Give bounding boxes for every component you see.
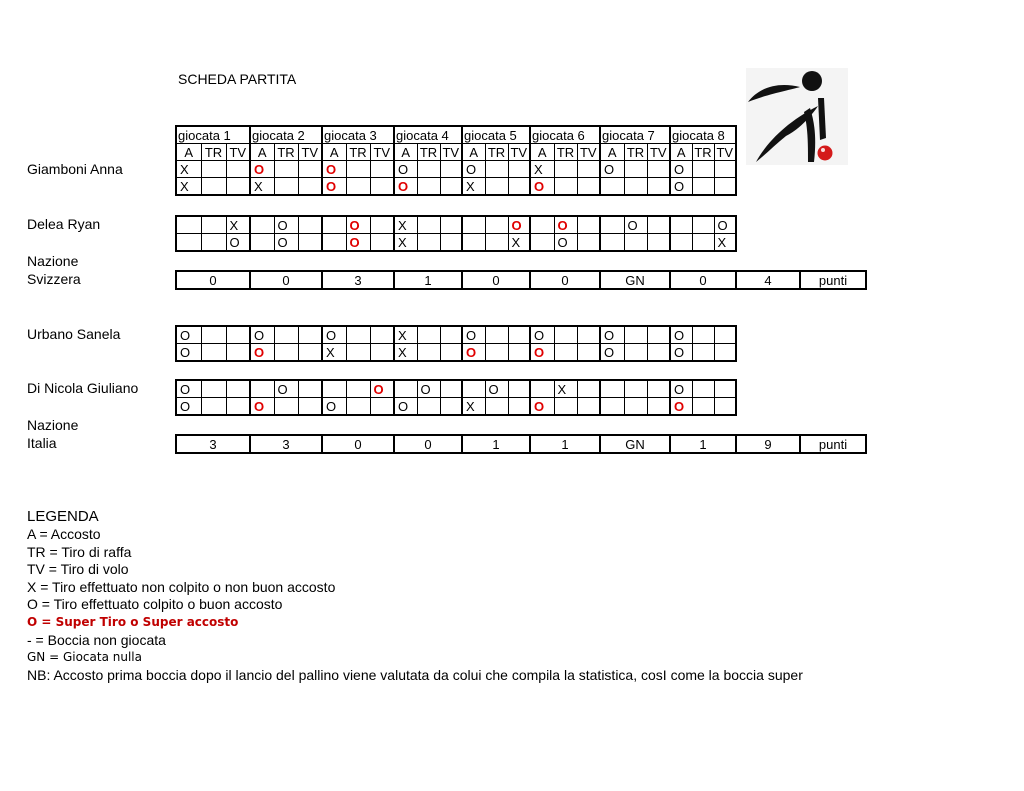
shot-cell xyxy=(440,326,462,344)
score-table xyxy=(175,434,867,454)
shot-cell: X xyxy=(508,234,530,252)
shot-cell xyxy=(440,161,462,178)
shot-cell xyxy=(647,326,670,344)
shot-cell: O xyxy=(370,380,394,398)
shot-cell xyxy=(298,161,322,178)
shot-grid xyxy=(175,125,737,196)
shot-cell xyxy=(577,234,600,252)
shot-cell: O xyxy=(624,216,647,234)
shot-type-header: A xyxy=(394,144,417,161)
score-cell: 0 xyxy=(322,435,394,453)
score-cell: 3 xyxy=(250,435,322,453)
shot-cell xyxy=(201,178,226,196)
shot-cell: X xyxy=(394,326,417,344)
legend-line: A = Accosto xyxy=(27,526,101,542)
shot-cell: O xyxy=(670,326,692,344)
shot-grid xyxy=(175,379,737,416)
shot-cell xyxy=(554,344,577,362)
shot-cell xyxy=(226,398,250,416)
shot-type-header: TV xyxy=(577,144,600,161)
shot-cell xyxy=(554,161,577,178)
shot-type-header: TR xyxy=(692,144,714,161)
shot-cell xyxy=(274,398,298,416)
shot-cell xyxy=(250,216,274,234)
shot-cell xyxy=(201,326,226,344)
shot-cell: X xyxy=(322,344,346,362)
legend xyxy=(27,508,803,684)
shot-cell: O xyxy=(600,344,624,362)
shot-cell: O xyxy=(322,178,346,196)
shot-cell: O xyxy=(554,216,577,234)
score-cell: 3 xyxy=(322,271,394,289)
shot-cell xyxy=(577,161,600,178)
shot-cell xyxy=(485,326,508,344)
giocata-header: giocata 3 xyxy=(322,126,394,144)
shot-cell: X xyxy=(462,398,485,416)
shot-type-header: A xyxy=(600,144,624,161)
shot-cell xyxy=(274,161,298,178)
shot-cell: O xyxy=(394,178,417,196)
shot-cell xyxy=(577,344,600,362)
score-cell: 1 xyxy=(530,435,600,453)
shot-cell xyxy=(370,216,394,234)
shot-cell xyxy=(346,380,370,398)
shot-cell xyxy=(692,234,714,252)
shot-cell xyxy=(624,344,647,362)
shot-cell: O xyxy=(670,344,692,362)
score-cell: 0 xyxy=(394,435,462,453)
shot-cell xyxy=(298,344,322,362)
shot-cell xyxy=(298,216,322,234)
shot-cell: X xyxy=(394,344,417,362)
shot-cell: O xyxy=(274,380,298,398)
shot-type-header: TR xyxy=(554,144,577,161)
shot-cell xyxy=(346,161,370,178)
shot-cell xyxy=(201,234,226,252)
shot-cell xyxy=(417,178,440,196)
shot-cell xyxy=(692,344,714,362)
shot-cell xyxy=(485,344,508,362)
giocata-header: giocata 1 xyxy=(176,126,250,144)
shot-cell xyxy=(530,234,554,252)
shot-cell xyxy=(370,326,394,344)
shot-type-header: TV xyxy=(508,144,530,161)
score-cell: 0 xyxy=(462,271,530,289)
shot-cell xyxy=(274,178,298,196)
shot-cell: O xyxy=(394,398,417,416)
shot-cell xyxy=(417,234,440,252)
shot-cell xyxy=(714,161,736,178)
shot-cell xyxy=(600,380,624,398)
shot-cell xyxy=(554,178,577,196)
shot-cell xyxy=(714,326,736,344)
shot-cell xyxy=(322,234,346,252)
shot-cell xyxy=(714,344,736,362)
legend-line: - = Boccia non giocata xyxy=(27,631,166,648)
shot-type-header: TR xyxy=(274,144,298,161)
shot-cell xyxy=(298,178,322,196)
score-cell: 1 xyxy=(394,271,462,289)
shot-cell: O xyxy=(176,326,201,344)
nation-label: Nazione xyxy=(27,417,79,433)
score-cell: 1 xyxy=(670,435,736,453)
shot-cell xyxy=(370,178,394,196)
shot-cell xyxy=(250,380,274,398)
shot-cell xyxy=(274,326,298,344)
shot-cell xyxy=(624,234,647,252)
shot-cell: X xyxy=(250,178,274,196)
shot-cell xyxy=(176,216,201,234)
shot-cell xyxy=(485,234,508,252)
giocata-header: giocata 2 xyxy=(250,126,322,144)
shot-cell xyxy=(577,398,600,416)
shot-cell: X xyxy=(394,234,417,252)
shot-cell xyxy=(485,161,508,178)
shot-cell: O xyxy=(530,178,554,196)
shot-cell xyxy=(298,380,322,398)
shot-cell xyxy=(530,380,554,398)
shot-cell xyxy=(600,216,624,234)
shot-cell xyxy=(226,344,250,362)
shot-cell: O xyxy=(670,178,692,196)
shot-cell xyxy=(714,380,736,398)
shot-cell xyxy=(370,161,394,178)
shot-cell xyxy=(346,326,370,344)
shot-type-header: TR xyxy=(346,144,370,161)
shot-cell: O xyxy=(176,344,201,362)
shot-cell: O xyxy=(670,380,692,398)
shot-cell xyxy=(346,178,370,196)
shot-cell: X xyxy=(394,216,417,234)
giocata-header: giocata 7 xyxy=(600,126,670,144)
shot-cell xyxy=(624,178,647,196)
score-cell: punti xyxy=(800,435,866,453)
shot-cell xyxy=(670,216,692,234)
shot-cell xyxy=(417,344,440,362)
legend-line: TV = Tiro di volo xyxy=(27,561,129,578)
shot-type-header: A xyxy=(670,144,692,161)
shot-cell: O xyxy=(462,326,485,344)
shot-type-header: A xyxy=(322,144,346,161)
score-cell: 0 xyxy=(250,271,322,289)
player-name: Di Nicola Giuliano xyxy=(27,380,139,396)
shot-cell: O xyxy=(714,216,736,234)
legend-super-line: O = Super Tiro o Super accosto xyxy=(27,614,239,629)
shot-type-header: A xyxy=(250,144,274,161)
shot-cell xyxy=(692,216,714,234)
shot-cell xyxy=(692,161,714,178)
shot-cell xyxy=(554,326,577,344)
shot-cell xyxy=(647,178,670,196)
shot-cell xyxy=(692,380,714,398)
player-name: Giamboni Anna xyxy=(27,161,123,177)
shot-cell xyxy=(692,398,714,416)
shot-cell xyxy=(346,344,370,362)
shot-cell xyxy=(624,326,647,344)
shot-type-header: A xyxy=(530,144,554,161)
shot-cell: O xyxy=(176,380,201,398)
shot-cell: X xyxy=(176,161,201,178)
shot-cell: O xyxy=(322,326,346,344)
legend-line: O = Tiro effettuato colpito o buon accosto xyxy=(27,596,283,613)
shot-cell xyxy=(440,216,462,234)
legend-nb-line: NB: Accosto prima boccia dopo il lancio del pallino viene valutata da colui che compila la statistica, cosI come la boccia super xyxy=(27,666,803,683)
shot-cell xyxy=(714,178,736,196)
shot-type-header: TV xyxy=(714,144,736,161)
shot-cell: O xyxy=(530,398,554,416)
shot-cell xyxy=(600,178,624,196)
score-cell: GN xyxy=(600,435,670,453)
shot-cell xyxy=(226,178,250,196)
shot-cell: O xyxy=(346,234,370,252)
shot-cell xyxy=(485,398,508,416)
shot-cell xyxy=(440,178,462,196)
score-cell: 9 xyxy=(736,435,800,453)
shot-type-header: TR xyxy=(417,144,440,161)
nation-name: Italia xyxy=(27,435,57,451)
bocce-player-logo xyxy=(746,68,848,165)
shot-cell xyxy=(298,326,322,344)
shot-cell xyxy=(370,398,394,416)
shot-cell: O xyxy=(226,234,250,252)
shot-cell: O xyxy=(250,398,274,416)
shot-cell: O xyxy=(322,161,346,178)
shot-cell xyxy=(624,380,647,398)
legend-line: X = Tiro effettuato non colpito o non buon accosto xyxy=(27,578,336,595)
legend-line: TR = Tiro di raffa xyxy=(27,543,132,560)
shot-cell: X xyxy=(530,161,554,178)
shot-cell xyxy=(647,344,670,362)
giocata-header: giocata 5 xyxy=(462,126,530,144)
score-cell: 4 xyxy=(736,271,800,289)
shot-cell xyxy=(485,178,508,196)
shot-cell xyxy=(485,216,508,234)
shot-grid xyxy=(175,215,737,252)
shot-cell: X xyxy=(714,234,736,252)
shot-cell xyxy=(600,398,624,416)
shot-cell xyxy=(647,216,670,234)
shot-cell xyxy=(394,380,417,398)
shot-cell xyxy=(692,178,714,196)
shot-cell: O xyxy=(670,161,692,178)
nation-name: Svizzera xyxy=(27,271,81,287)
shot-cell: O xyxy=(530,326,554,344)
shot-cell xyxy=(274,344,298,362)
shot-cell xyxy=(624,398,647,416)
giocata-header: giocata 8 xyxy=(670,126,736,144)
shot-cell: O xyxy=(554,234,577,252)
shot-type-header: TR xyxy=(624,144,647,161)
shot-cell xyxy=(508,326,530,344)
shot-cell xyxy=(577,216,600,234)
shot-cell xyxy=(417,161,440,178)
shot-cell xyxy=(226,380,250,398)
shot-cell xyxy=(508,344,530,362)
shot-cell xyxy=(462,216,485,234)
shot-type-header: A xyxy=(462,144,485,161)
shot-cell xyxy=(508,380,530,398)
shot-cell xyxy=(624,161,647,178)
shot-cell: O xyxy=(417,380,440,398)
shot-type-header: TR xyxy=(201,144,226,161)
shot-cell: X xyxy=(226,216,250,234)
shot-cell xyxy=(298,234,322,252)
shot-cell xyxy=(462,234,485,252)
giocata-header: giocata 6 xyxy=(530,126,600,144)
shot-cell xyxy=(577,380,600,398)
bocce-player-icon xyxy=(746,68,848,165)
legend-title: LEGENDA xyxy=(27,508,99,525)
shot-cell xyxy=(462,380,485,398)
shot-cell xyxy=(508,161,530,178)
shot-cell: O xyxy=(600,161,624,178)
shot-cell xyxy=(201,344,226,362)
shot-cell: O xyxy=(462,161,485,178)
shot-cell xyxy=(417,216,440,234)
score-cell: 0 xyxy=(176,271,250,289)
page-title: SCHEDA PARTITA xyxy=(178,71,297,87)
shot-cell xyxy=(714,398,736,416)
shot-grid xyxy=(175,325,737,362)
shot-cell: X xyxy=(462,178,485,196)
shot-cell: O xyxy=(322,398,346,416)
shot-type-header: TV xyxy=(298,144,322,161)
shot-cell: O xyxy=(250,344,274,362)
shot-type-header: TV xyxy=(370,144,394,161)
score-cell: 0 xyxy=(530,271,600,289)
shot-cell xyxy=(670,234,692,252)
shot-type-header: TV xyxy=(440,144,462,161)
shot-cell: O xyxy=(346,216,370,234)
score-cell: 0 xyxy=(670,271,736,289)
shot-cell xyxy=(647,380,670,398)
shot-cell: O xyxy=(600,326,624,344)
shot-type-header: A xyxy=(176,144,201,161)
nation-label: Nazione xyxy=(27,253,79,269)
shot-cell xyxy=(226,161,250,178)
shot-cell xyxy=(554,398,577,416)
shot-cell xyxy=(176,234,201,252)
player-name: Delea Ryan xyxy=(27,216,101,232)
shot-cell xyxy=(417,326,440,344)
shot-cell xyxy=(417,398,440,416)
shot-cell xyxy=(370,344,394,362)
shot-cell xyxy=(692,326,714,344)
score-cell: 1 xyxy=(462,435,530,453)
shot-cell xyxy=(201,380,226,398)
shot-cell xyxy=(530,216,554,234)
shot-type-header: TV xyxy=(647,144,670,161)
shot-cell xyxy=(322,216,346,234)
score-cell: 3 xyxy=(176,435,250,453)
shot-cell: O xyxy=(274,234,298,252)
score-table xyxy=(175,270,867,290)
score-cell: GN xyxy=(600,271,670,289)
shot-cell: X xyxy=(176,178,201,196)
shot-cell: O xyxy=(394,161,417,178)
shot-cell xyxy=(577,178,600,196)
shot-cell xyxy=(440,344,462,362)
shot-cell xyxy=(201,216,226,234)
shot-cell: O xyxy=(485,380,508,398)
score-cell: punti xyxy=(800,271,866,289)
shot-cell xyxy=(201,398,226,416)
shot-cell xyxy=(600,234,624,252)
shot-cell xyxy=(370,234,394,252)
shot-cell xyxy=(508,178,530,196)
shot-cell xyxy=(647,161,670,178)
shot-cell xyxy=(440,234,462,252)
shot-cell xyxy=(577,326,600,344)
shot-cell xyxy=(346,398,370,416)
shot-cell xyxy=(440,380,462,398)
shot-cell xyxy=(647,234,670,252)
shot-cell: O xyxy=(250,326,274,344)
shot-cell: O xyxy=(508,216,530,234)
shot-cell: O xyxy=(530,344,554,362)
shot-cell xyxy=(322,380,346,398)
giocata-header: giocata 4 xyxy=(394,126,462,144)
shot-cell xyxy=(508,398,530,416)
shot-cell: O xyxy=(462,344,485,362)
shot-cell xyxy=(298,398,322,416)
shot-cell xyxy=(226,326,250,344)
player-name: Urbano Sanela xyxy=(27,326,121,342)
shot-cell: O xyxy=(274,216,298,234)
shot-type-header: TV xyxy=(226,144,250,161)
shot-type-header: TR xyxy=(485,144,508,161)
shot-cell: O xyxy=(670,398,692,416)
shot-cell xyxy=(647,398,670,416)
shot-cell xyxy=(250,234,274,252)
shot-cell: X xyxy=(554,380,577,398)
shot-cell: O xyxy=(176,398,201,416)
shot-cell: O xyxy=(250,161,274,178)
shot-cell xyxy=(440,398,462,416)
shot-cell xyxy=(201,161,226,178)
legend-gn-line: GN = Giocata nulla xyxy=(27,650,142,665)
